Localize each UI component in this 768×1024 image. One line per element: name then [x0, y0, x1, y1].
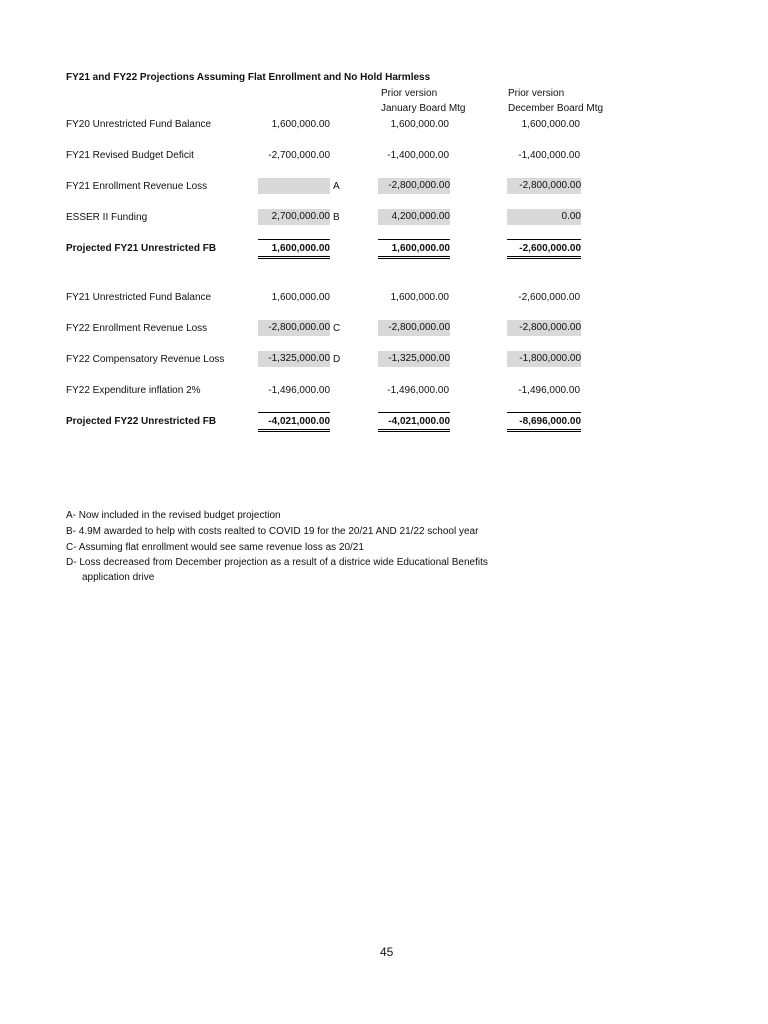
row-label: Projected FY21 Unrestricted FB	[66, 243, 217, 254]
row-label: FY20 Unrestricted Fund Balance	[66, 119, 212, 130]
december-value: -2,600,000.00	[518, 292, 580, 303]
january-col-header-line2: January Board Mtg	[381, 103, 466, 114]
december-value: -1,496,000.00	[518, 385, 580, 396]
january-value: 1,600,000.00	[390, 292, 449, 303]
footnote-flag: C	[333, 323, 341, 334]
row-label: FY22 Compensatory Revenue Loss	[66, 354, 225, 365]
december-value: 0.00	[507, 209, 581, 225]
footnote-d-continued: application drive	[82, 572, 155, 583]
footnote-flag: B	[333, 212, 340, 223]
january-value-total: -4,021,000.00	[378, 412, 450, 432]
december-value: -2,800,000.00	[507, 178, 581, 194]
row-label: Projected FY22 Unrestricted FB	[66, 416, 217, 427]
current-value: -2,800,000.00	[258, 320, 330, 336]
december-value-total: -8,696,000.00	[507, 412, 581, 432]
current-value-total: -4,021,000.00	[258, 412, 330, 432]
current-value: -1,325,000.00	[258, 351, 330, 367]
december-value: 1,600,000.00	[521, 119, 580, 130]
january-value: -2,800,000.00	[378, 178, 450, 194]
footnote-flag: D	[333, 354, 341, 365]
december-col-header-line1: Prior version	[508, 88, 565, 99]
current-value: 1,600,000.00	[271, 119, 330, 130]
current-value: -2,700,000.00	[268, 150, 330, 161]
december-value: -2,800,000.00	[507, 320, 581, 336]
page-number: 45	[380, 945, 394, 959]
current-value-total: 1,600,000.00	[258, 239, 330, 259]
january-value: -2,800,000.00	[378, 320, 450, 336]
current-value: -1,496,000.00	[268, 385, 330, 396]
footnote-a: A- Now included in the revised budget projection	[66, 510, 281, 521]
footnote-b: B- 4.9M awarded to help with costs realted to COVID 19 for the 20/21 AND 21/22 school year	[66, 526, 479, 537]
footnote-d: D- Loss decreased from December projection as a result of a districe wide Educational Benefits	[66, 557, 488, 568]
january-value: -1,400,000.00	[387, 150, 449, 161]
december-value: -1,400,000.00	[518, 150, 580, 161]
row-label: FY21 Revised Budget Deficit	[66, 150, 194, 161]
row-label: FY21 Unrestricted Fund Balance	[66, 292, 212, 303]
january-value: -1,325,000.00	[378, 351, 450, 367]
current-value-cell	[258, 178, 330, 194]
row-label: ESSER II Funding	[66, 212, 148, 223]
footnote-flag: A	[333, 181, 340, 192]
january-value: -1,496,000.00	[387, 385, 449, 396]
footnote-c: C- Assuming flat enrollment would see same revenue loss as 20/21	[66, 542, 364, 553]
december-col-header-line2: December Board Mtg	[508, 103, 604, 114]
december-value: -1,800,000.00	[507, 351, 581, 367]
current-value: 1,600,000.00	[271, 292, 330, 303]
document-title: FY21 and FY22 Projections Assuming Flat Enrollment and No Hold Harmless	[66, 72, 431, 83]
january-value: 1,600,000.00	[390, 119, 449, 130]
january-col-header-line1: Prior version	[381, 88, 438, 99]
row-label: FY22 Expenditure inflation 2%	[66, 385, 201, 396]
january-value: 4,200,000.00	[378, 209, 450, 225]
december-value-total: -2,600,000.00	[507, 239, 581, 259]
current-value: 2,700,000.00	[258, 209, 330, 225]
row-label: FY21 Enrollment Revenue Loss	[66, 181, 208, 192]
row-label: FY22 Enrollment Revenue Loss	[66, 323, 208, 334]
january-value-total: 1,600,000.00	[378, 239, 450, 259]
